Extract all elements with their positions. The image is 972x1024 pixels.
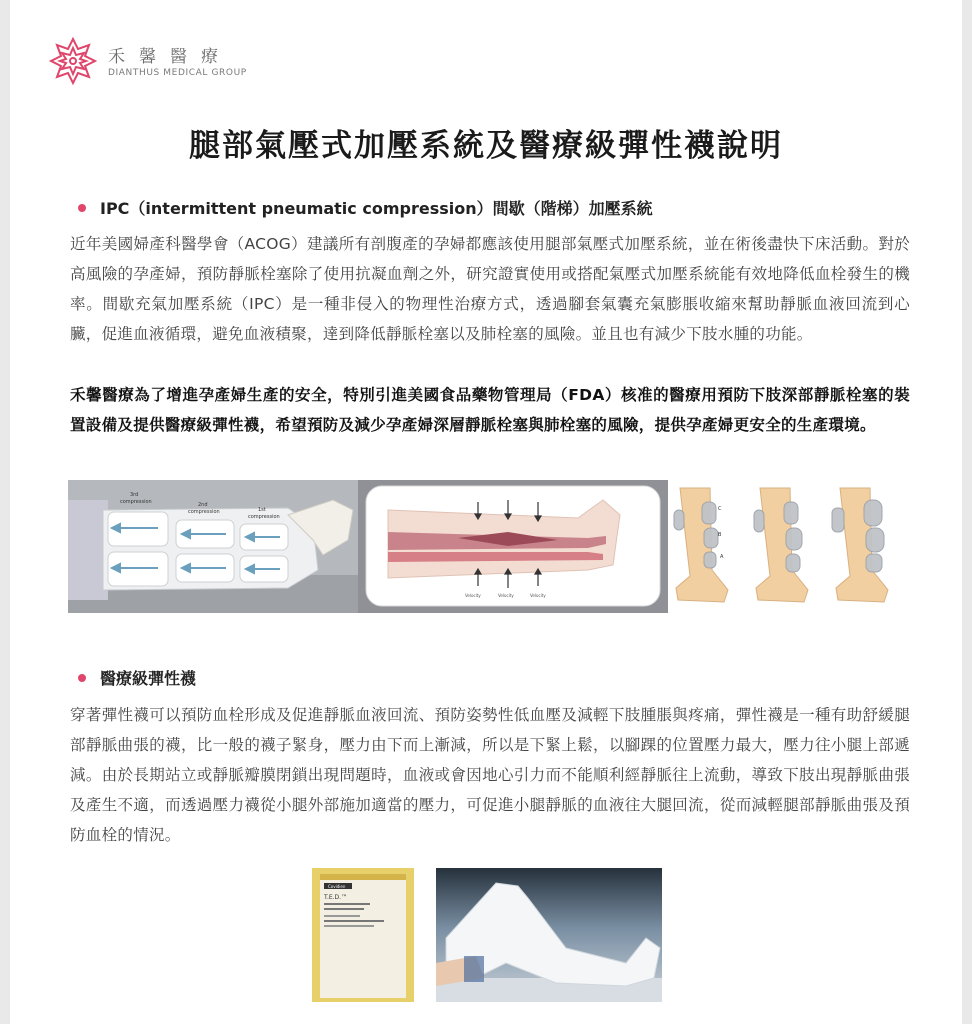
box-brand: Covidien <box>328 884 346 889</box>
document-page <box>10 0 962 1024</box>
section-ipc-bold-paragraph: 禾馨醫療為了增進孕產婦生產的安全，特別引進美國食品藥物管理局（FDA）核准的醫療用預防下肢深部靜脈栓塞的裝置設備及提供醫療級彈性襪，希望預防及減少孕產婦深層靜脈栓塞與肺栓塞的風險，提供孕產婦更安全的生產環境。 <box>70 386 910 434</box>
leg-wearing-stocking-photo <box>436 868 662 1002</box>
chamber-label-c: C <box>718 506 722 512</box>
vein-flow-diagram <box>358 480 668 613</box>
section-ipc-heading <box>78 196 653 219</box>
label-compression-2: compression <box>188 509 220 515</box>
brand-name-cn: 禾馨醫療 <box>108 47 232 67</box>
velocity-label-1: Velocity <box>465 593 481 598</box>
section-stocking-heading <box>78 666 196 689</box>
leg-chamber-sequence-illustration <box>668 480 906 613</box>
velocity-label-2: Velocity <box>498 593 514 598</box>
section-stocking-heading-text: 醫療級彈性襪 <box>100 669 197 688</box>
label-3rd: 3rd <box>130 492 139 498</box>
ipc-leg-sleeve-illustration <box>68 480 358 613</box>
section-ipc-paragraph: 近年美國婦產科醫學會（ACOG）建議所有剖腹產的孕婦都應該使用腿部氣壓式加壓系統，並在術後盡快下床活動。對於高風險的孕產婦，預防靜脈栓塞除了使用抗凝血劑之外，研究證實使用或搭配氣壓式加壓系統能有效地降低血栓發生的機率。間歇充氣加壓系統（IPC）是一種非侵入的物理性治療方式，透過腳套氣囊充氣膨脹收縮來幫助靜脈血液回流到心臟，促進血液循環，避免血液積聚，達到降低靜脈栓塞以及肺栓塞的風險。並且也有減少下肢水腫的功能。 <box>70 235 910 343</box>
brand-name-en: DIANTHUS MEDICAL GROUP <box>108 68 247 78</box>
label-2nd: 2nd <box>198 502 208 508</box>
chamber-label-a: A <box>720 554 724 560</box>
label-1st: 1st <box>258 507 266 513</box>
bullet-icon <box>78 674 86 682</box>
dianthus-flower-icon <box>48 36 98 86</box>
ipc-figure-strip <box>68 480 906 613</box>
section-ipc-heading-text: IPC（intermittent pneumatic compression）間歇（階梯）加壓系統 <box>100 199 653 218</box>
chamber-label-b: B <box>718 532 722 538</box>
label-compression-3: compression <box>120 499 152 505</box>
section-stocking-paragraph: 穿著彈性襪可以預防血栓形成及促進靜脈血液回流、預防姿勢性低血壓及減輕下肢腫脹與疼痛，彈性襪是一種有助舒緩腿部靜脈曲張的襪，比一般的襪子緊身，壓力由下而上漸減，所以是下緊上鬆，以腳踝的位置壓力最大，壓力往小腿上部遞減。由於長期站立或靜脈瓣膜閉鎖出現問題時，血液或會因地心引力而不能順利經靜脈往上流動，導致下肢出現靜脈曲張及產生不適，而透過壓力襪從小腿外部施加適當的壓力，可促進小腿靜脈的血液往大腿回流，從而減輕腿部靜脈曲張及預防血栓的情況。 <box>70 706 910 844</box>
bullet-icon <box>78 204 86 212</box>
label-compression-1: compression <box>248 514 280 520</box>
brand-logo <box>48 36 288 86</box>
box-title: T.E.D.™ <box>324 894 348 901</box>
velocity-label-3: Velocity <box>530 593 546 598</box>
page-title: 腿部氣壓式加壓系統及醫療級彈性襪說明 <box>189 128 783 164</box>
ted-stocking-box-image <box>312 868 414 1002</box>
